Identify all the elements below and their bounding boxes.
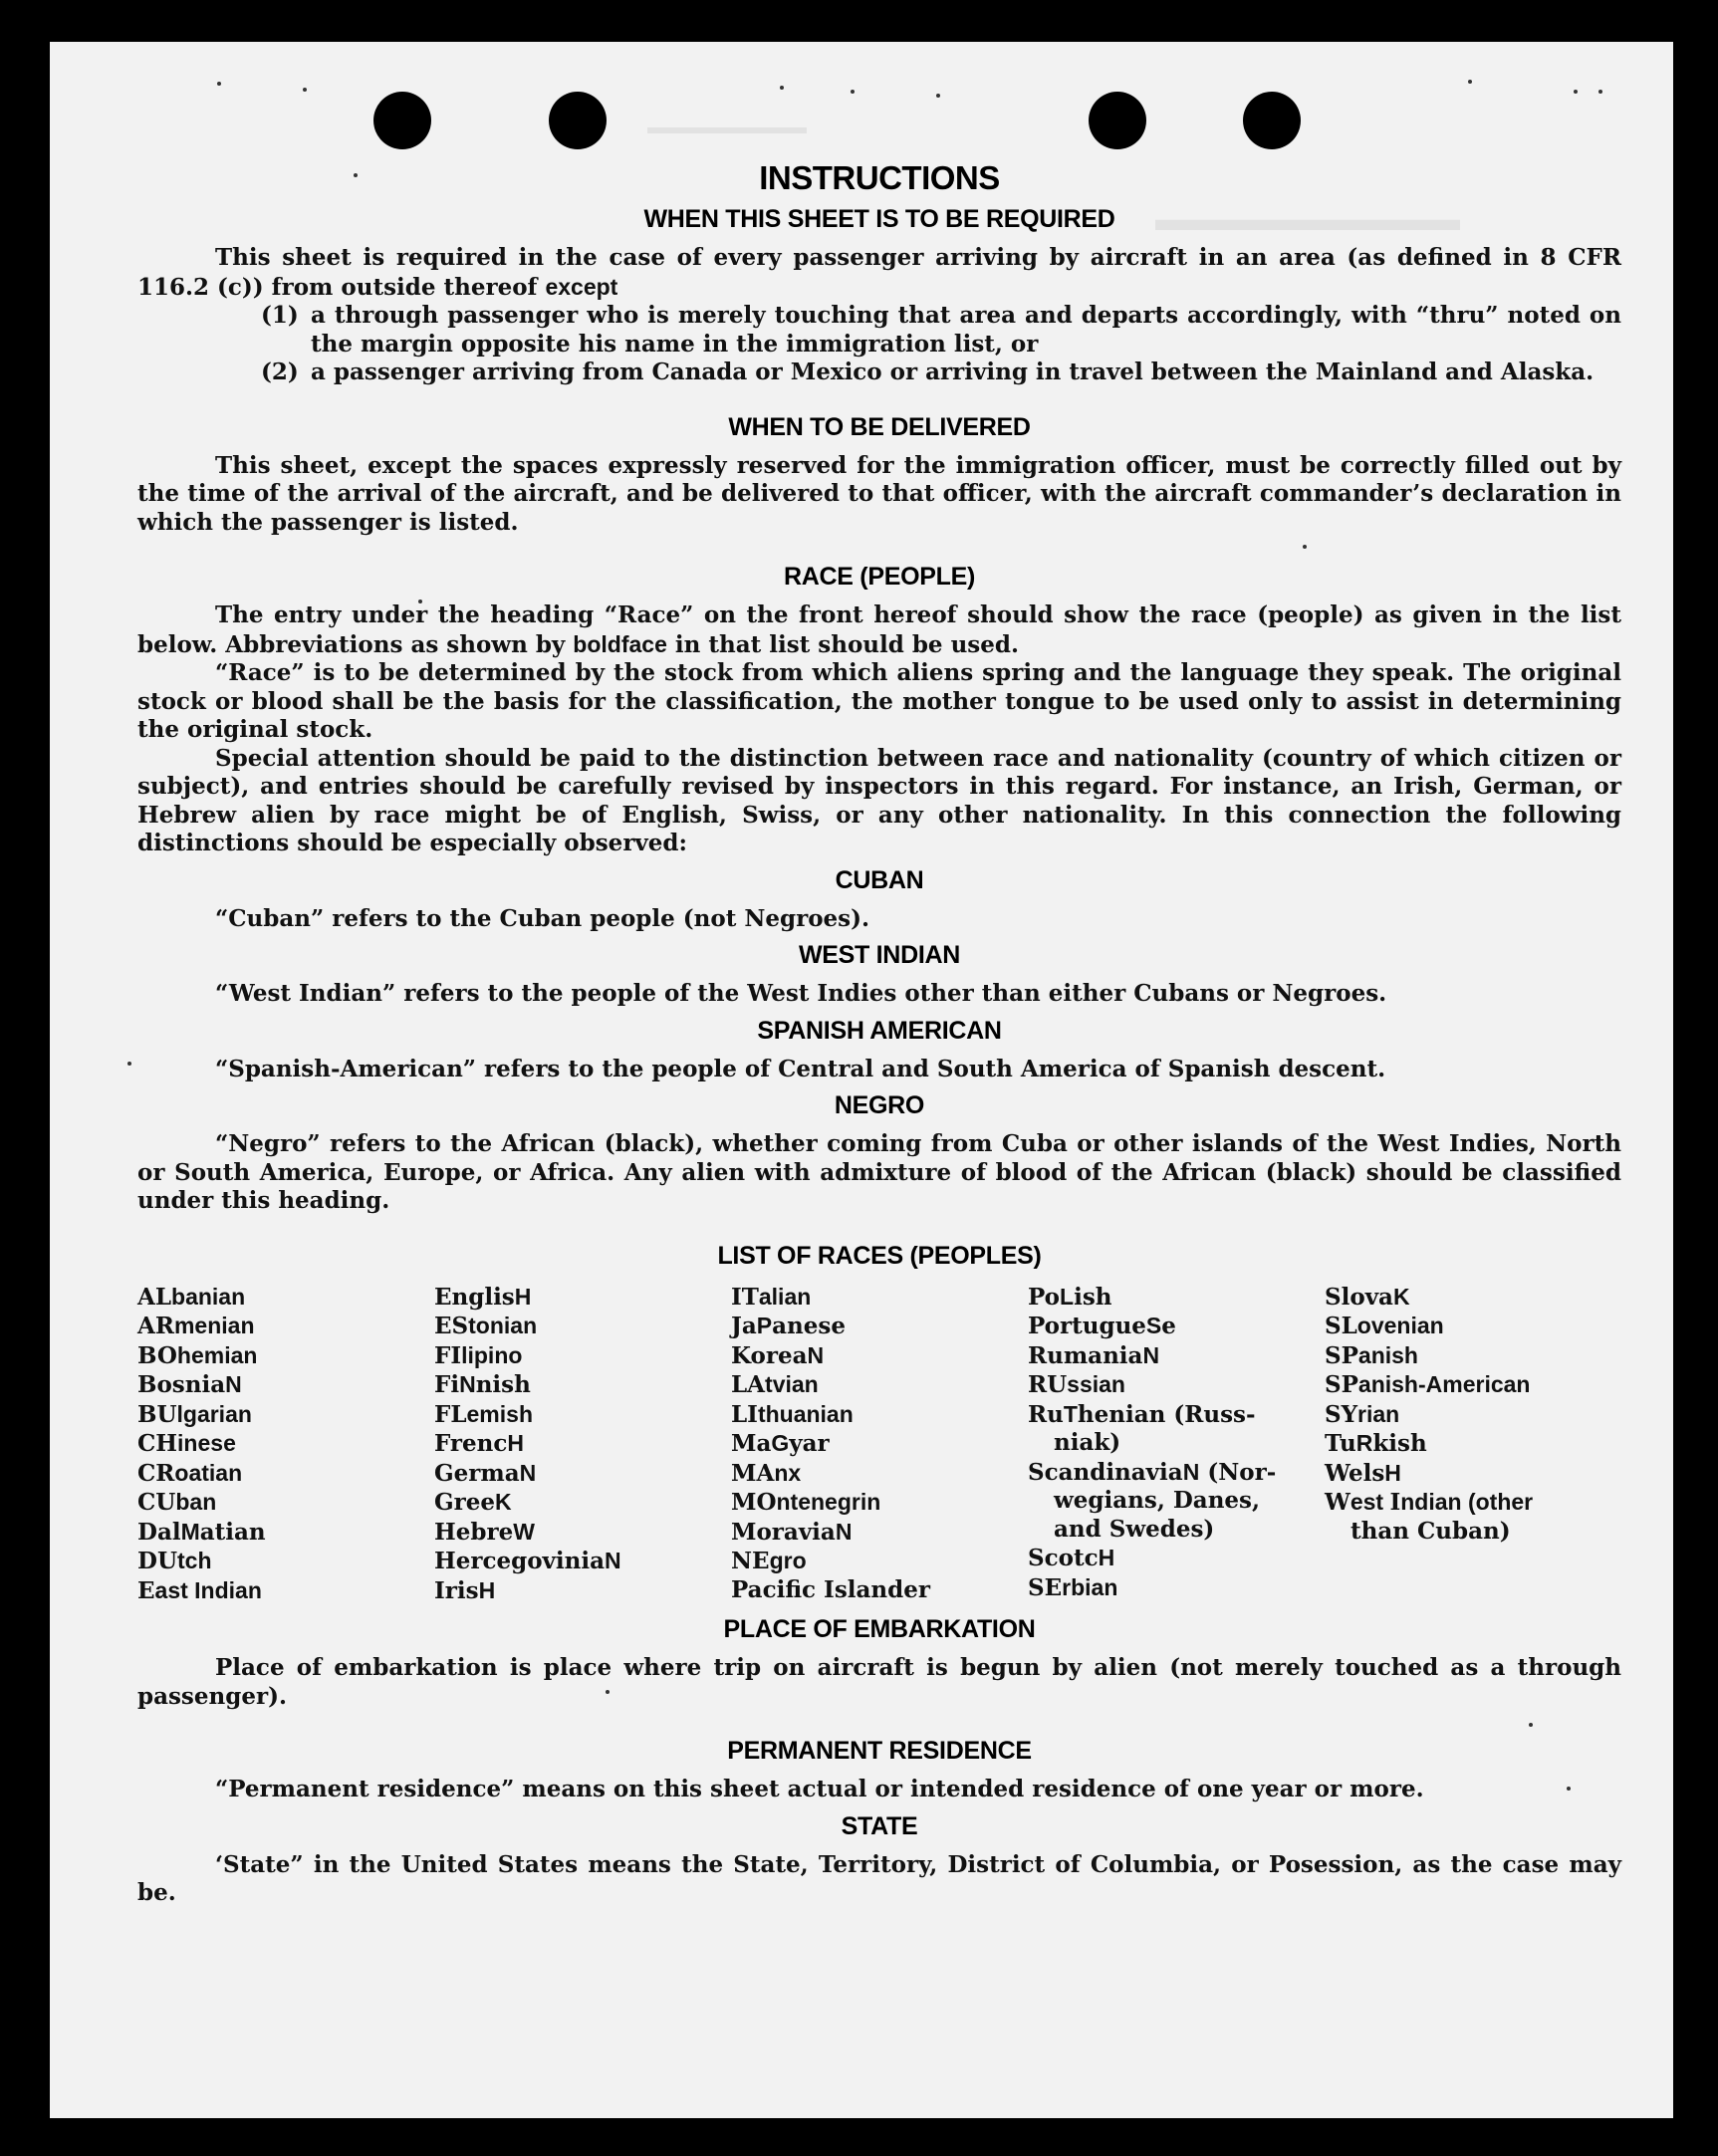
race-abbreviation: banian	[171, 1283, 246, 1310]
race-entry: EStonian	[434, 1313, 538, 1339]
race-paragraph-2: “Race” is to be determined by the stock from which aliens spring and the language they speak. The original stock or blood shall be the basis for the classification, the mother tongue to be used only to assist in determining the original stock.	[137, 659, 1621, 743]
race-entry: RuThenian (Russ-	[1028, 1400, 1256, 1428]
race-entry: MaGyar	[731, 1430, 830, 1457]
race-entry: Pacific Islander	[731, 1575, 930, 1603]
race-entry: SPanish-American	[1325, 1371, 1531, 1398]
race-abbreviation: ndian (other	[1400, 1489, 1534, 1515]
heading-when-required: WHEN THIS SHEET IS TO BE REQUIRED	[643, 205, 1115, 233]
race-entry: ScotcH	[1028, 1545, 1115, 1571]
list-item	[261, 302, 1621, 359]
race-entry: MoraviaN	[731, 1518, 853, 1546]
speck	[217, 82, 221, 86]
required-intro	[137, 244, 1621, 302]
punch-hole	[1243, 92, 1301, 149]
race-entry: JaPanese	[731, 1313, 846, 1339]
punch-hole	[549, 92, 607, 149]
race-entry: EnglisH	[434, 1283, 532, 1311]
race-abbreviation: rbian	[1062, 1573, 1118, 1600]
races-column	[1325, 1283, 1621, 1606]
heading-west-indian: WEST INDIAN	[799, 941, 960, 969]
except-word: except	[545, 273, 618, 300]
race-entry: CRoatian	[137, 1459, 243, 1487]
item-number: (1)	[261, 302, 299, 329]
race-abbreviation: L	[1060, 1283, 1075, 1310]
item-number: (2)	[261, 359, 299, 385]
boldface-word: boldface	[573, 630, 667, 657]
race-abbreviation: rian	[1357, 1400, 1400, 1427]
cuban-text: “Cuban” refers to the Cuban people (not Negroes).	[215, 904, 870, 932]
race-entry: ALbanian	[137, 1283, 246, 1311]
race-entry: BOhemian	[137, 1341, 258, 1369]
race-abbreviation: N	[519, 1459, 537, 1486]
heading-embarkation: PLACE OF EMBARKATION	[723, 1615, 1036, 1643]
speck	[936, 94, 940, 98]
heading-race: RACE (PEOPLE)	[784, 563, 975, 591]
race-entry: MAnx	[731, 1459, 802, 1487]
race-entry: WelsH	[1325, 1459, 1401, 1487]
race-abbreviation: ast Indian	[154, 1576, 262, 1603]
race-abbreviation: W	[513, 1518, 535, 1545]
race-entry: PoLish	[1028, 1283, 1112, 1311]
race-entry-continuation: and Swedes)	[1054, 1515, 1215, 1543]
race-abbreviation: H	[1098, 1545, 1115, 1570]
heading-list-of-races: LIST OF RACES (PEOPLES)	[717, 1241, 1042, 1270]
race-abbreviation: thuanian	[757, 1400, 854, 1427]
heading-when-delivered: WHEN TO BE DELIVERED	[728, 412, 1031, 441]
race-entry: GermaN	[434, 1459, 537, 1487]
race-abbreviation: lgarian	[176, 1400, 252, 1427]
race-entry: KoreaN	[731, 1341, 825, 1369]
heading-state: STATE	[841, 1811, 918, 1840]
heading-permanent-residence: PERMANENT RESIDENCE	[727, 1737, 1032, 1765]
heading-negro: NEGRO	[834, 1091, 925, 1119]
race-entry: East Indian	[137, 1576, 262, 1604]
list-item	[261, 359, 1621, 387]
race-entry: RUssian	[1028, 1371, 1125, 1398]
required-intro-text: This sheet is required in the case of every passenger arriving by aircraft in an area (as defined in 8 CFR 116.2 (c)) from outside thereof	[137, 244, 1621, 301]
race-abbreviation: oatian	[174, 1459, 243, 1486]
race-entry: RumaniaN	[1028, 1341, 1160, 1369]
race-abbreviation: nx	[774, 1459, 802, 1486]
races-column	[1028, 1283, 1325, 1606]
west-indian-text: “West Indian” refers to the people of the West Indies other than either Cubans or Negroes.	[215, 980, 1387, 1007]
race-abbreviation: M	[180, 1518, 200, 1545]
race-entry: MOntenegrin	[731, 1489, 881, 1516]
race-abbreviation: R	[1355, 1430, 1373, 1456]
race-entry: SErbian	[1028, 1573, 1118, 1601]
race-entry: HercegoviniaN	[434, 1548, 621, 1574]
race-paragraph-3: Special attention should be paid to the distinction between race and nationality (country of which citizen or subject), and entries should be carefully revised by inspectors in this regard. For instance, an Irish, German, or Hebrew alien by race might be of English, Swiss, or any other nationality. In this connection the following distinctions should be especially observed:	[137, 744, 1621, 856]
residence-text: “Permanent residence” means on this sheet actual or intended residence of one year or more.	[215, 1776, 1424, 1802]
race-entry: FiNnish	[434, 1371, 531, 1398]
speck	[127, 1062, 131, 1066]
race-entry-continuation: than Cuban)	[1350, 1517, 1511, 1545]
race-abbreviation: S	[1145, 1313, 1162, 1338]
page-title: INSTRUCTIONS	[759, 159, 1000, 196]
races-column	[434, 1283, 731, 1606]
race-abbreviation: H	[1384, 1459, 1401, 1486]
race-entry: ScandinaviaN (Nor-	[1028, 1458, 1277, 1486]
race-abbreviation: H	[514, 1283, 532, 1310]
race-abbreviation: K	[1392, 1283, 1410, 1310]
races-column	[731, 1283, 1028, 1606]
negro-text: “Negro” refers to the African (black), whether coming from Cuba or other islands of the West Indies, North or South America, Europe, or Africa. Any alien with admixture of blood of the African (black) should be classified under this heading.	[137, 1130, 1621, 1214]
race-abbreviation: N	[225, 1371, 242, 1397]
race-entry: CUban	[137, 1489, 217, 1516]
race-entry: BUlgarian	[137, 1400, 252, 1428]
race-abbreviation: ban	[175, 1489, 217, 1515]
race-abbreviation: H	[507, 1430, 525, 1456]
document-page	[50, 42, 1673, 2118]
race-entry: IrisH	[434, 1576, 496, 1604]
race-entry: DalMatian	[137, 1518, 266, 1546]
embarkation-text: Place of embarkation is place where trip on aircraft is begun by alien (not merely touched as a through passenger).	[137, 1654, 1621, 1710]
speck	[1598, 90, 1602, 94]
race-abbreviation: emish	[466, 1400, 533, 1427]
race-entry: SlovaK	[1325, 1283, 1410, 1311]
race-entry: CHinese	[137, 1430, 236, 1457]
punch-hole	[1089, 92, 1146, 149]
item-text: a passenger arriving from Canada or Mexico or arriving in travel between the Mainland and Alaska.	[311, 359, 1595, 385]
race-abbreviation: tvian	[765, 1371, 819, 1397]
speck	[1574, 90, 1578, 94]
item-text: a through passenger who is merely touching that area and departs accordingly, with “thru” noted on the margin opposite his name in the immigration list, or	[311, 302, 1621, 358]
spanish-american-text: “Spanish-American” refers to the people of Central and South America of Spanish descent.	[215, 1055, 1386, 1082]
race-abbreviation: G	[771, 1430, 790, 1456]
race-entry: SYrian	[1325, 1400, 1400, 1428]
race-abbreviation: hemian	[176, 1341, 258, 1368]
race-abbreviation: anish	[1357, 1341, 1418, 1368]
race-entry: FrencH	[434, 1430, 525, 1457]
race-abbreviation: lipino	[461, 1341, 523, 1368]
race-paragraph-1	[137, 601, 1621, 659]
race-entry: GreeK	[434, 1489, 512, 1516]
race-abbreviation: ntenegrin	[776, 1489, 881, 1515]
race-entry-continuation: niak)	[1054, 1429, 1121, 1456]
races-list	[137, 1283, 1621, 1606]
race-entry: DUtch	[137, 1548, 212, 1574]
race-p1-text-end: in that list should be used.	[666, 630, 1019, 658]
race-abbreviation: ssian	[1067, 1371, 1125, 1397]
race-abbreviation: T	[1063, 1400, 1078, 1427]
race-entry: HebreW	[434, 1518, 535, 1546]
race-abbreviation: N	[835, 1518, 853, 1545]
bleed-through-text: ▬▬▬▬▬▬▬▬	[647, 117, 807, 138]
punch-hole	[373, 92, 431, 149]
race-abbreviation: N	[459, 1371, 476, 1397]
speck	[1468, 80, 1472, 84]
race-abbreviation: est	[1350, 1489, 1390, 1515]
race-abbreviation: inese	[177, 1430, 236, 1456]
race-entry: NEgro	[731, 1548, 807, 1574]
race-entry: ITalian	[731, 1283, 812, 1311]
delivered-text: This sheet, except the spaces expressly reserved for the immigration officer, must be correctly filled out by the time of the arrival of the aircraft, and be delivered to that officer, with the aircraft commander’s declaration in which the passenger is listed.	[137, 451, 1621, 536]
race-abbreviation: gro	[769, 1548, 807, 1573]
race-entry: FLemish	[434, 1400, 533, 1428]
race-entry: West Indian (other	[1325, 1489, 1534, 1516]
race-abbreviation: alian	[758, 1283, 812, 1310]
race-abbreviation: tonian	[468, 1313, 538, 1338]
race-abbreviation: N	[1182, 1458, 1200, 1485]
race-abbreviation: H	[478, 1576, 496, 1603]
race-abbreviation: P	[756, 1313, 773, 1338]
race-entry: SLovenian	[1325, 1313, 1444, 1339]
races-column	[137, 1283, 434, 1606]
speck	[851, 90, 855, 94]
race-entry: ARmenian	[137, 1313, 255, 1339]
state-text: ‘State” in the United States means the State, Territory, District of Columbia, or Posession, as the case may be.	[137, 1850, 1621, 1906]
race-entry: LAtvian	[731, 1371, 819, 1398]
race-entry-continuation: wegians, Danes,	[1054, 1487, 1260, 1514]
heading-cuban: CUBAN	[835, 865, 924, 894]
speck	[780, 86, 784, 90]
race-abbreviation: ovenian	[1356, 1313, 1444, 1338]
race-abbreviation: tch	[177, 1548, 212, 1573]
race-abbreviation: N	[807, 1341, 825, 1368]
race-abbreviation: K	[495, 1489, 512, 1515]
race-entry: PortugueSe	[1028, 1313, 1176, 1339]
race-entry: SPanish	[1325, 1341, 1418, 1369]
heading-spanish-american: SPANISH AMERICAN	[757, 1016, 1002, 1045]
race-entry: BosniaN	[137, 1371, 242, 1398]
race-abbreviation: menian	[173, 1313, 255, 1338]
race-entry: FIlipino	[434, 1341, 523, 1369]
race-p1-text: The entry under the heading “Race” on the front hereof should show the race (people) as given in the list below. Abbreviations as shown by	[137, 601, 1621, 658]
race-abbreviation: N	[1142, 1341, 1160, 1368]
race-abbreviation: anish-American	[1357, 1371, 1531, 1397]
instructions-content	[137, 159, 1621, 1908]
speck	[303, 88, 307, 92]
race-entry: LIthuanian	[731, 1400, 854, 1428]
bleed-through-text: ▬▬▬▬▬▬▬▬▬	[1155, 201, 1460, 238]
race-entry: TuRkish	[1325, 1430, 1427, 1457]
race-abbreviation: N	[605, 1548, 621, 1573]
